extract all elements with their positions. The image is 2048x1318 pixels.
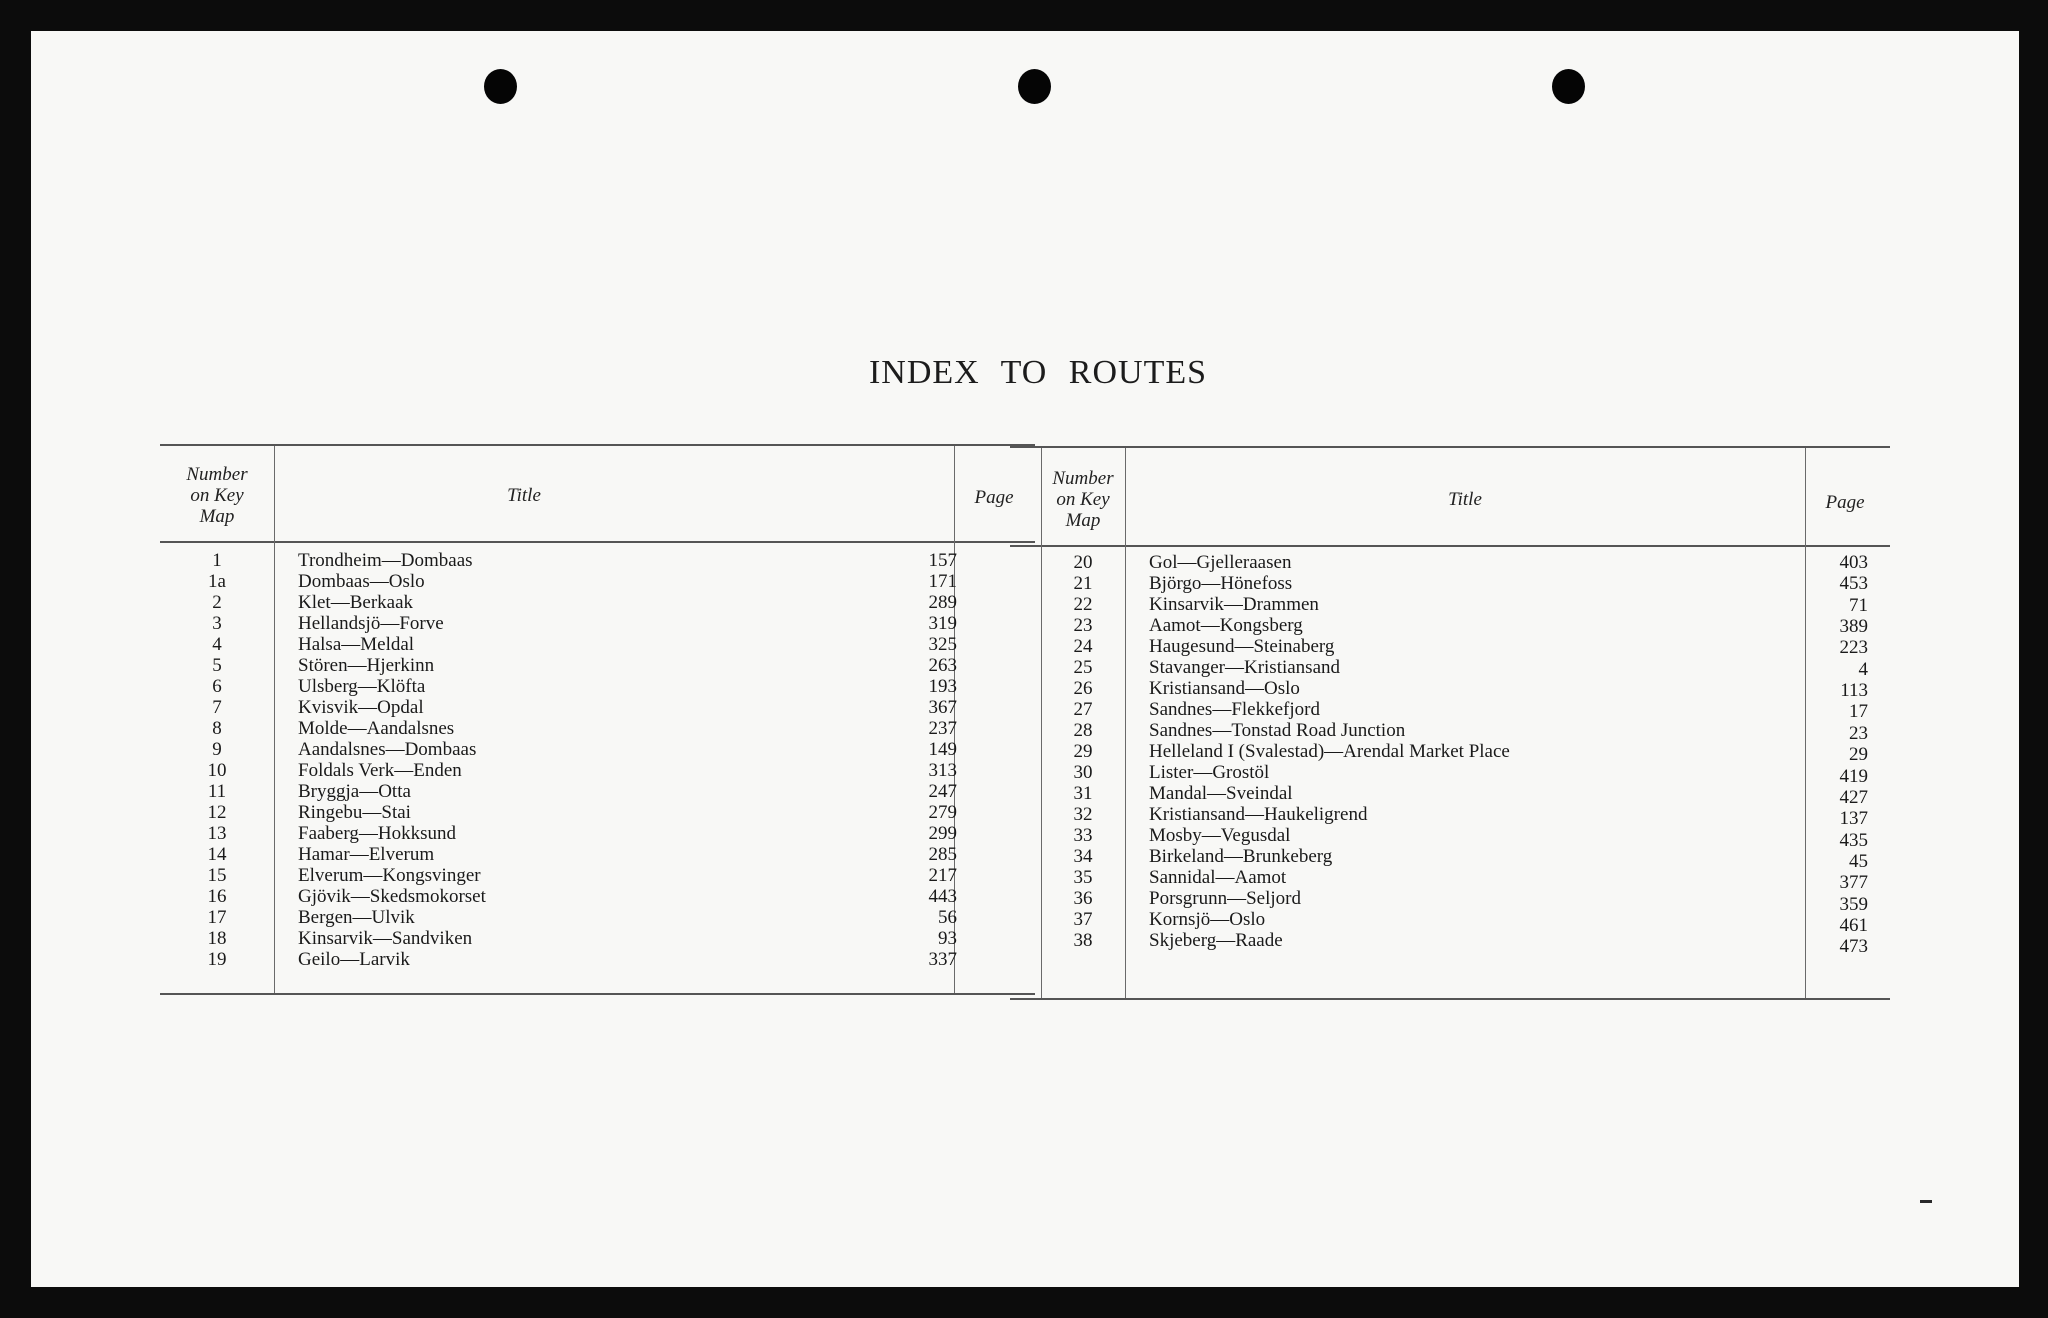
route-title: Haugesund—Steinaberg xyxy=(1149,636,1335,657)
table-row xyxy=(1010,867,1890,894)
route-page: 56 xyxy=(938,907,957,928)
table-row xyxy=(1010,594,1890,615)
route-number: 13 xyxy=(207,823,227,844)
route-title: Stavanger—Kristiansand xyxy=(1149,657,1341,678)
route-page: 377 xyxy=(1839,872,1868,894)
route-page: 289 xyxy=(928,592,957,613)
table-row xyxy=(160,802,1035,823)
route-page: 435 xyxy=(1839,829,1868,851)
route-number: 35 xyxy=(1073,867,1093,888)
route-number: 21 xyxy=(1073,573,1093,594)
route-title: Birkeland—Brunkeberg xyxy=(1149,846,1333,867)
route-page: 217 xyxy=(928,865,957,886)
route-number: 10 xyxy=(207,760,227,781)
route-page: 473 xyxy=(1839,936,1868,958)
route-page: 17 xyxy=(1849,701,1868,723)
table-row xyxy=(1010,657,1890,678)
route-title: Elverum—Kongsvinger xyxy=(298,865,481,886)
table-row xyxy=(1010,930,1890,958)
route-title: Gol—Gjelleraasen xyxy=(1149,552,1292,573)
route-number: 17 xyxy=(207,907,227,928)
route-number: 7 xyxy=(212,697,222,718)
route-page: 285 xyxy=(928,844,957,865)
route-number: 37 xyxy=(1073,909,1093,930)
route-title: Geilo—Larvik xyxy=(298,949,410,970)
route-title: Gjövik—Skedsmokorset xyxy=(298,886,486,907)
route-title: Aandalsnes—Dombaas xyxy=(298,739,477,760)
table-row xyxy=(160,655,1035,676)
route-number: 27 xyxy=(1073,699,1093,720)
route-title: Sannidal—Aamot xyxy=(1149,867,1287,888)
route-page: 427 xyxy=(1839,786,1868,808)
table-row xyxy=(1010,615,1890,636)
route-title: Hellandsjö—Forve xyxy=(298,613,444,634)
route-page: 461 xyxy=(1839,914,1868,936)
table-row xyxy=(1010,909,1890,936)
route-title: Klet—Berkaak xyxy=(298,592,414,613)
route-page: 45 xyxy=(1849,850,1868,872)
table-header-rule xyxy=(1010,545,1890,547)
route-number: 29 xyxy=(1073,741,1093,762)
table-row xyxy=(1010,552,1890,573)
route-number: 2 xyxy=(212,592,222,613)
route-number: 25 xyxy=(1073,657,1093,678)
header-number: Number on Key Map xyxy=(1052,468,1114,531)
route-page: 23 xyxy=(1849,722,1868,744)
route-title: Foldals Verk—Enden xyxy=(298,760,462,781)
table-row xyxy=(1010,783,1890,808)
punch-hole xyxy=(1018,69,1051,104)
route-title: Kristiansand—Oslo xyxy=(1149,678,1300,699)
route-title: Helleland I (Svalestad)—Arendal Market Place xyxy=(1149,741,1510,762)
route-title: Faaberg—Hokksund xyxy=(298,823,456,844)
route-number: 36 xyxy=(1073,888,1093,909)
route-page: 71 xyxy=(1849,594,1868,616)
route-number: 38 xyxy=(1073,930,1093,951)
table-bottom-rule xyxy=(160,993,1035,995)
table-header-rule xyxy=(160,541,1035,543)
route-title: Skjeberg—Raade xyxy=(1149,930,1283,951)
route-title: Molde—Aandalsnes xyxy=(298,718,455,739)
route-page: 319 xyxy=(928,613,957,634)
route-page: 389 xyxy=(1839,616,1868,638)
route-number: 18 xyxy=(207,928,227,949)
table-row xyxy=(1010,825,1890,851)
table-row xyxy=(160,928,1035,949)
route-page: 237 xyxy=(928,718,957,739)
route-table-right xyxy=(1010,418,1890,978)
table-row xyxy=(160,739,1035,760)
punch-hole xyxy=(1552,69,1585,104)
route-page: 367 xyxy=(928,697,957,718)
route-title: Stören—Hjerkinn xyxy=(298,655,435,676)
table-row xyxy=(160,886,1035,907)
route-title: Halsa—Meldal xyxy=(298,634,415,655)
table-row xyxy=(160,592,1035,613)
route-page: 359 xyxy=(1839,893,1868,915)
route-title: Ringebu—Stai xyxy=(298,802,411,823)
route-page: 279 xyxy=(928,802,957,823)
table-bottom-rule xyxy=(1010,998,1890,1000)
table-row xyxy=(160,676,1035,697)
route-title: Dombaas—Oslo xyxy=(298,571,425,592)
route-number: 8 xyxy=(212,718,222,739)
route-number: 24 xyxy=(1073,636,1093,657)
table-row xyxy=(1010,888,1890,915)
route-page: 299 xyxy=(928,823,957,844)
route-table-left xyxy=(160,416,1035,976)
route-number: 16 xyxy=(207,886,227,907)
route-number: 9 xyxy=(212,739,222,760)
table-row xyxy=(1010,636,1890,657)
route-number: 3 xyxy=(212,613,222,634)
route-number: 11 xyxy=(207,781,227,802)
route-number: 4 xyxy=(212,634,222,655)
table-row xyxy=(160,865,1035,886)
route-page: 313 xyxy=(928,760,957,781)
table-row xyxy=(160,823,1035,844)
route-title: Kornsjö—Oslo xyxy=(1149,909,1266,930)
route-title: Bergen—Ulvik xyxy=(298,907,415,928)
route-number: 26 xyxy=(1073,678,1093,699)
route-page: 247 xyxy=(928,781,957,802)
route-number: 5 xyxy=(212,655,222,676)
table-top-rule xyxy=(1010,446,1890,448)
route-title: Aamot—Kongsberg xyxy=(1149,615,1303,636)
route-number: 34 xyxy=(1073,846,1093,867)
route-page: 157 xyxy=(928,550,957,571)
route-title: Kinsarvik—Sandviken xyxy=(298,928,473,949)
route-page: 29 xyxy=(1849,744,1868,766)
route-page: 4 xyxy=(1858,658,1868,680)
route-page: 113 xyxy=(1840,680,1868,702)
route-number: 6 xyxy=(212,676,222,697)
route-title: Sandnes—Tonstad Road Junction xyxy=(1149,720,1406,741)
table-row xyxy=(1010,804,1890,830)
route-page: 325 xyxy=(928,634,957,655)
punch-hole xyxy=(484,69,517,104)
route-number: 1 xyxy=(212,550,222,571)
route-title: Bryggja—Otta xyxy=(298,781,411,802)
table-row xyxy=(160,571,1035,592)
route-title: Mosby—Vegusdal xyxy=(1149,825,1291,846)
route-page: 443 xyxy=(928,886,957,907)
route-number: 22 xyxy=(1073,594,1093,615)
route-title: Kvisvik—Opdal xyxy=(298,697,424,718)
route-title: Sandnes—Flekkefjord xyxy=(1149,699,1320,720)
table-row xyxy=(1010,699,1890,723)
route-number: 1a xyxy=(208,571,226,592)
route-number: 30 xyxy=(1073,762,1093,783)
table-row xyxy=(160,718,1035,739)
route-page: 93 xyxy=(938,928,957,949)
table-row xyxy=(160,697,1035,718)
route-page: 419 xyxy=(1839,765,1868,787)
table-row xyxy=(1010,720,1890,744)
header-title: Title xyxy=(1448,489,1482,510)
route-number: 31 xyxy=(1073,783,1093,804)
table-row xyxy=(160,844,1035,865)
route-title: Hamar—Elverum xyxy=(298,844,435,865)
header-page: Page xyxy=(1825,492,1865,513)
route-title: Kinsarvik—Drammen xyxy=(1149,594,1319,615)
route-title: Porsgrunn—Seljord xyxy=(1149,888,1301,909)
table-top-rule xyxy=(160,444,1035,446)
route-title: Trondheim—Dombaas xyxy=(298,550,473,571)
table-row xyxy=(160,760,1035,781)
route-title: Lister—Grostöl xyxy=(1149,762,1270,783)
route-number: 23 xyxy=(1073,615,1093,636)
table-row xyxy=(1010,573,1890,594)
route-number: 12 xyxy=(207,802,227,823)
header-page: Page xyxy=(974,487,1014,508)
route-page: 453 xyxy=(1839,573,1868,595)
route-number: 33 xyxy=(1073,825,1093,846)
table-row xyxy=(160,613,1035,634)
route-number: 32 xyxy=(1073,804,1093,825)
header-title: Title xyxy=(507,485,541,506)
table-row xyxy=(160,634,1035,655)
table-row xyxy=(160,550,1035,571)
route-number: 19 xyxy=(207,949,227,970)
route-page: 137 xyxy=(1839,808,1868,830)
route-page: 337 xyxy=(928,949,957,970)
header-number: Number on Key Map xyxy=(186,464,248,527)
route-number: 20 xyxy=(1073,552,1093,573)
route-title: Kristiansand—Haukeligrend xyxy=(1149,804,1368,825)
route-page: 223 xyxy=(1839,637,1868,659)
route-number: 14 xyxy=(207,844,227,865)
table-row xyxy=(1010,741,1890,766)
route-number: 28 xyxy=(1073,720,1093,741)
route-page: 193 xyxy=(928,676,957,697)
route-title: Ulsberg—Klöfta xyxy=(298,676,426,697)
route-page: 171 xyxy=(928,571,957,592)
route-page: 403 xyxy=(1839,552,1868,573)
table-row xyxy=(1010,762,1890,787)
route-page: 149 xyxy=(928,739,957,760)
ink-speck xyxy=(1920,1200,1932,1203)
table-row xyxy=(1010,678,1890,702)
table-row xyxy=(1010,846,1890,872)
route-page: 263 xyxy=(928,655,957,676)
table-row xyxy=(160,781,1035,802)
table-row xyxy=(160,949,1035,970)
table-row xyxy=(160,907,1035,928)
route-title: Mandal—Sveindal xyxy=(1149,783,1293,804)
route-number: 15 xyxy=(207,865,227,886)
route-title: Björgo—Hönefoss xyxy=(1149,573,1293,594)
page-title: INDEX TO ROUTES xyxy=(868,354,1208,391)
